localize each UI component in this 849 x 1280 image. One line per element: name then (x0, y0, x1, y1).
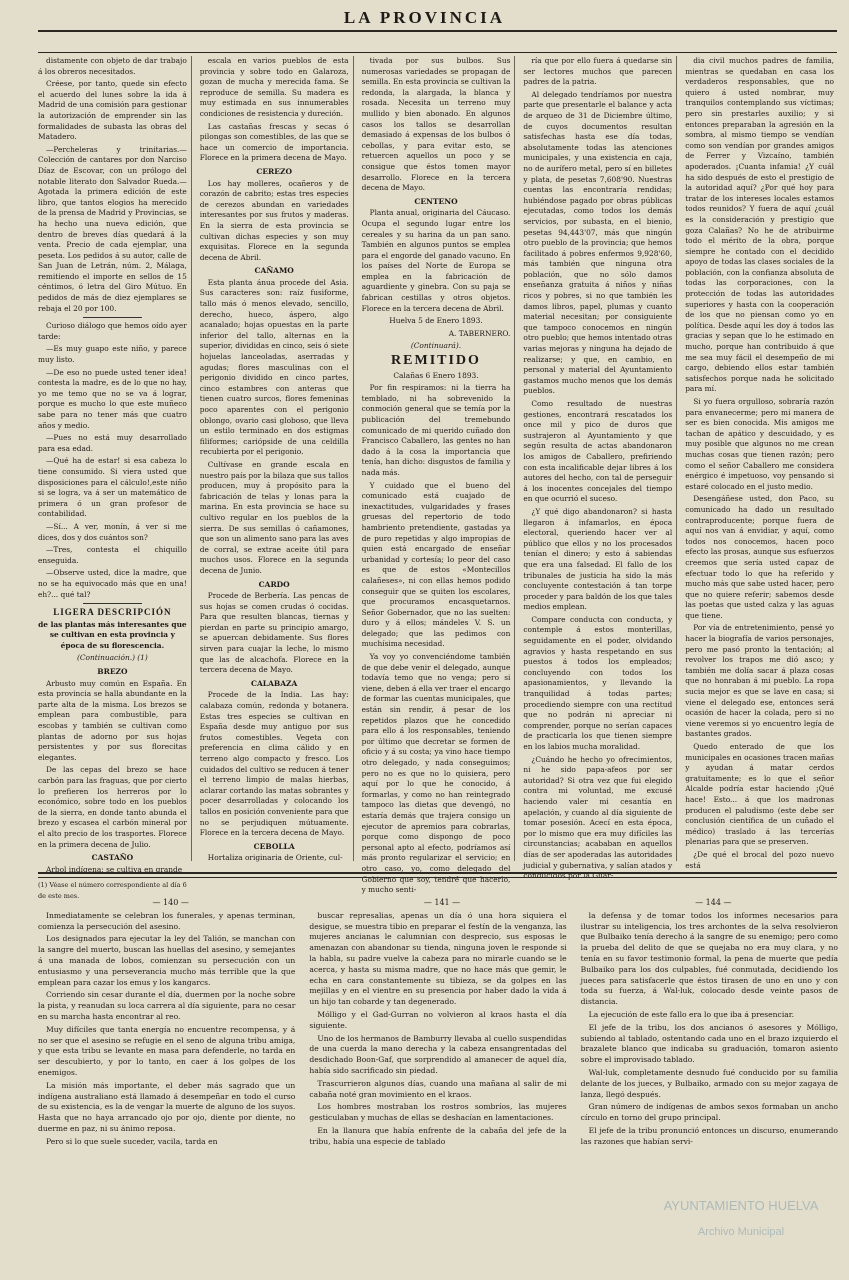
plant-title: CEBOLLA (253, 841, 295, 851)
paragraph: —Percheleras y trinitarias.— Colección de cantares por don Narciso Díaz de Escovar, con un prólogo del notable literato don Salvador Rueda.—Agotada la primera edición de este libro, que tantos elogios ha merecido de la prensa de Madrid y Provincias, se ha hecho una nueva edición, que dentro de breves días quedará á la venta. Precio de cada ejemplar, una peseta. Los pedidos á su autor, calle de San Juan de Letrán, núm. 2, Málaga, remitiendo el importe en sellos de 15 céntimos, ó letra del Giro Mútuo. En pedidos de más de diez ejemplares se rebaja el 20 por 100. (38, 144, 187, 313)
masthead-title: LA PROVINCIA (343, 8, 506, 27)
paragraph: El jefe de la tribu pronunció entonces un discurso, enumerando las razones que habían servi- (580, 1125, 838, 1146)
paragraph: ¿Cuándo he hecho yo ofrecimientos, ni he sido papa-afeos por ser autoridad? Si otra vez que fui elegido contra mi voluntad, me excusé haciendo valer mi cesantía en apelación, y cuando al día siguiente de tomar posesión. Acecí en esta época, por lo mismo que era muy difíciles las circunstancias; acababan en aquellos días de ser apoderadas las autoridades judicial y gubernativa, y salían atados y conducidos por la Guar- (523, 754, 673, 881)
continued-note: (Continuará). (410, 341, 462, 351)
paragraph: Wal-luk, completamente desnudo fué conducido por su familia delante de los jueces, y Bulbaiko, armado con su mejor zagaya de lanza, llegó después. (580, 1067, 838, 1099)
paragraph: Las castañas frescas y secas ó pilongas son comestibles, de las que se hace un comercio de importancia. Florece en la primera decena de Mayo. (199, 121, 349, 163)
paragraph: Corriendo sin cesar durante el día, duermen por la noche sobre la pista, y reanudan su loca carrera al día siguiente, para no cesar en su marcha hasta encontrar al reo. (38, 990, 296, 1021)
paragraph: ¿De qué el brocal del pozo nuevo está (685, 849, 834, 870)
plant-title: CEREZO (256, 166, 293, 176)
paragraph: En la llanura que había enfrente de la cabaña del jefe de la tribu, había una especie de tablado (309, 1125, 567, 1146)
paragraph: escala en varios pueblos de esta provincia y sobre todo en Galaroza, gozan de mucha y merecida fama. Se reproduce de semilla. Su madera es muy estimada en sus innumerables condiciones de resistencia y dureción. (199, 56, 349, 118)
paragraph: Si yo fuera orgulloso, sobraría razón para envanecerme; pero mi manera de ser es bien conocida. Mis amigos me tachan de apático y descuidado, y es muy posible que algunos no me crean muchas cosas que tienen razón; pero como el señor Caballero me considera enérgico é impetuoso, voy pensando si estaré colocado en el justo medio. (685, 397, 834, 491)
paragraph: Como resultado de nuestras gestiones, encontrará rescatados los once mil y pico de duros que sustrajeron al Ayuntamiento y que según resulta de actas abandonaron los amigos de Caballero, prefiriendo con esta incalificable dejar libres á los autores del hecho, con tal de perseguir á los inocentes concejales del tiempo en que ocurrió el suceso. (523, 399, 673, 504)
paragraph: —Sí... A ver, monín, á ver si me dices, dos y dos cuántos son? (38, 521, 187, 542)
masthead-rule (38, 30, 837, 32)
paragraph: Procede de Berbería. Las pencas de sus hojas se comen crudas ó cocidas. Para que resulten blancas, tiernas y pierdan en parte su principio amargo, se apuercan debidamente. Sus flores sirven para cuajar la leche, lo mismo que las de alcachofa. Florece en la tercera decena de Mayo. (199, 591, 349, 675)
page-number: — 141 — (423, 898, 461, 907)
column-4 (523, 56, 677, 881)
column-5 (685, 56, 838, 870)
folletin-rule (38, 872, 837, 874)
header-rule (38, 52, 837, 53)
paragraph: ría que por ello fuera á quedarse sin ser lectores muchos que parecen padres de la patria. (523, 56, 673, 87)
plant-title: CASTAÑO (91, 853, 134, 863)
paragraph: Compare conducta con conducta, y contemple á estos monterillas, seguidamente en el poder, olvidando agravios y hasta respetando en sus puestos á todos los empleados; concluyendo con todos los apasionamientos, y llevando la tranquilidad á todas partes; procediendo siempre con una rectitud que no podrán ni apreciar ni comprender, porque no serían capaces de practicarla los que tienen siempre en los labios mucha moralidad. (523, 614, 673, 751)
paragraph: distamente con objeto de dar trabajo á los obreros necesitados. (38, 56, 187, 76)
paragraph: Uno de los hermanos de Bamburry llevaba al cuello suspendidas de una cuerda la mano derecha y la cabeza ensangrentadas del desdichado Boon-Gaf, que sorprendido al amanecer de aquel día, había sido sacrificado sin piedad. (309, 1033, 567, 1075)
page-number: — 140 — (152, 898, 189, 907)
paragraph: Los designados para ejecutar la ley del Talión, se manchan con la sangre del muerto, buscan las huellas del asesino, y semejantes á una manada de lobos, comienzan su persecución con un entusiasmo y una perseverancia mucho más terrible que la que emplean para cazar los emus y los kangarcs. (38, 934, 296, 987)
paragraph: Curioso diálogo que hemos oído ayer tarde: (38, 321, 187, 341)
paragraph: ¿Y qué digo abandonaron? si hasta llegaron á infamarlos, en época electoral, queriendo hacer ver al público que ellos y no los procesados tenían el dinero; y esto á sabiendas que era una falsedad. El fallo de los tribunales de justicia ha sido la más concluyente contestación á tan torpe proceder y para baldón de los que tales medios emplean. (523, 506, 673, 612)
paragraph: Por fin respiramos: ni la tierra ha temblado, ni ha sobrevenido la conmoción general que se temía por la publicación del tremebundo comunicado de mi querido cuñado don Francisco Caballero, las gentes no han dado á la cosa la importancia que tenía, han dicho: disgustos de familia y nada más. (361, 383, 511, 477)
plant-title: CALABAZA (251, 678, 298, 688)
paragraph: Los hombres mostraban los rostros sombríos, las mujeres gesticulaban y muchas de ellas se deshacían en lamentaciones. (309, 1102, 567, 1123)
folletin-rule-thin (38, 877, 837, 878)
paragraph: dia civil muchos padres de familia, mientras se quedaban en casa los verdaderos responsables, que no quiero á usted nombrar, muy tranquilos contemplando sus víctimas; pero sin prestarles auxilio; y si entonces preparaban la agresión en la sombra, al mismo tiempo se vendían como son vendían por grandes amigos de Ferrer y Vizcaíno, también apoderados. ¡Cuanta infamia! ¿Y cuál ha sido después de esto el prestigio de la autoridad aquí? ¿Por qué hoy para tratar de los intereses locales estamos todos reunidos? Y fuera de aquí ¿cuál es la consideración y prestigio que goza Calañas? No he de atribuirme todo el mérito de la obra, porque siempre he contado con el decidido apoyo de todas las clases sociales de la población, con la confianza absoluta de todas las corporaciones, con la protección de todas las autoridades superiores y hasta con la cooperación de los que no piensan como yo en política. Desde aquí les doy á todos las gracias y sepan que lo he estimado en mucho, porque han contribuido á que me sea muy fácil el desempeño de mi cargo, debiendo ellos estar también satisfechos porque nada he solicitado para mí. (685, 56, 834, 394)
paragraph: buscar represalias, apenas un día ó una hora siquiera el desigue, se muestra tibio en preparar el festín de la venganza, las mujeres ancianas le calumnian con desprecio, sus esposas le amenazan con abandonar su tienda, ninguna joven le responde si la habla, su padre vuelve la cabeza para no mirarle cuando se le acerca, y hasta su misma madre, que no hace más que gemir, le echa en cara constantemente su tibieza, se da golpes en las mejillas y en el vientre en su presencia por haber dado la vida á un hijo tan cobarde y tan degenerado. (309, 910, 567, 1007)
paragraph: Trascurrieron algunos días, cuando una mañana al salir de mi cabaña noté gran movimiento en el kraos. (309, 1078, 567, 1099)
signature: A. TABERNERO. (448, 328, 511, 338)
column-2 (200, 56, 354, 861)
folletin-page-140 (38, 898, 295, 1268)
paragraph: Gran número de indígenas de ambos sexos formaban un ancho círculo en torno del grupo principal. (580, 1102, 838, 1123)
paragraph: tivada por sus bulbos. Sus numerosas variedades se propagan de semilla. En esta provincia se cultivan la redonda, la alargada, la blanca y rosada. Necesita un terreno muy mullido y bien abonado. En algunos casos los tallos se desarrollan demasiado á expensas de los bulbos ó cebollas, y para evitar esto, se retuercen aquellos un poco y se consigue que éstos tomen mayor desarrollo. Florece en la tercera decena de Mayo. (361, 56, 511, 193)
paragraph: Esta planta ánua procede del Asia. Sus caracteres son: raíz fusiforme, tallo más ó menos elevado, sencillo, derecho, hueco, áspero, algo acanalado; hojas opuestas en la parte inferior del tallo, alternas en la superior, divididas en cinco, seis ó siete hojuelas lanceoladas, aserradas y agudas; flores masculinas con el perigonio dividido en cinco partes, cinco estambres con anteras que tienen cuatro surcos, flores femeninas poco aparentes con el perigonio oblongo, ovario casi globoso, que lleva un estilo terminado en dos estigmas filiformes; cariópside de una celdilla recubierta por el perigonio. (199, 277, 349, 457)
paragraph: la defensa y de tomar todos los informes necesarios para ilustrar su inteligencia, los tres archontes de la selva resolvieron que Bulbaiko tenía derecho á la sangre de su enemigo; pero como la prueba del delito de que se quejaba no era muy clara, y no tenía en su favor testimonio formal, la pena de muerte que pedía Bulbaiko para los dos culpables, fué conmutada, decidiendo los jueces para satisfacerle que éstos tirasen de uno en uno y con toda su fuerza, á Wal-luk, colocado desde veinte pasos de distancia. (580, 910, 838, 1007)
paragraph: Mólligo y el Gad-Gurran no volvieron al kraos hasta el día siguiente. (309, 1009, 567, 1030)
dateline: Calañas 6 Enero 1893. (393, 370, 479, 380)
separator (83, 603, 143, 604)
plant-title: CARDO (258, 579, 290, 589)
column-1 (38, 56, 192, 900)
dateline: Huelva 5 de Enero 1893. (389, 316, 483, 326)
continuation-note: (Continuación.) (1) (77, 653, 148, 663)
plant-title: BREZO (97, 667, 128, 677)
paragraph: Por vía de entretenimiento, pensé yo hacer la biografía de varios personajes, pero me pasó pronto la tentación; al revolver los trapos me dió asco; y también me dolía sacar á plaza cosas que no honraban á mi pueblo. La ropa sucia mejor es que se lave en casa; si viene el delegado ese, entonces será ocasión de hacer la colada, pero si no viene veremos si yo encuentro legía de bastantes grados. (685, 623, 834, 739)
plant-title: CAÑAMO (254, 266, 294, 276)
folletin-page-141 (309, 898, 566, 1268)
paragraph: Planta anual, originaria del Cáucaso. Ocupa el segundo lugar entre los cereales y su harina da un pan sano. También en algunos puntos se emplea para el engorde del ganado vacuno. En los países del Norte de Europa se emplea en la fabricación de aguardiente y ginebra. Con su paja se fabrican cestillas y otros objetos. Florece en la tercera decena de Abril. (361, 208, 511, 313)
paragraph: Al delegado tendríamos por nuestra parte que presentarle el balance y acta de arqueo de 31 de Diciembre último, de cuyos documentos resultan satisfechas hasta ese día todas, absolutamente todas las atenciones municipales, y una existencia en caja, no de aurífero metal, pero sí en billetes y plata, de pesetas 7,608'90. Nuestras cuentas las encontraría rendidas; hubiéndose pagado por obras públicas ejecutadas, como todos los demás servicios, por subasta, en el bienio, pesetas 94,443'07, más que ningún otro pueblo de la provincia; que hemos facilitado á pobres enfermos 9,928'60, más también que ninguna otra población, que no sólo damos enseñanza gratuita á niños y niñas ricos y pobres, si no que también les damos libros, papel, plumas y cuanto material necesitan; por consiguiente que tampoco conocemos en ningún otro pueblo; que hemos intentado otras varias mejoras y ninguna ha dejado de realizarse; y que, en cambio, en personal y material del Ayuntamiento gastamos mucho menos que los demás pueblos. (523, 89, 673, 396)
section-subheading: de las plantas más interesantes que se cultivan en esta provincia y época de su florescencia. (38, 619, 187, 650)
paragraph: Pero si lo que suele suceder, vacila, tarda en (46, 1136, 218, 1146)
paragraph: La ejecución de este fallo era lo que iba á presenciar. (588, 1009, 794, 1019)
paragraph: Cultívase en grande escala en nuestro país por la bilaza que sus tallos producen, muy á propósito para la fabricación de telas y lonas para la marina. En esta provincia se hace su cultivo regular en los pueblos de la sierra. De sus semillas ó cañamones, que son un alimento sano para las aves de corral, se extrae aceite útil para muchos usos. Florece en la segunda decena de Junio. (199, 459, 349, 575)
paragraph: Quedo enterado de que los municipales en ocasiones tracen mañas y ayudan á matar cerdos gratuitamente; es lo que el señor Alcalde podría estar haciendo ¡Qué hace! Esto... á que los madronas producen el paludismo (este debe ser conclusión científica de un cuñado el médico) traslado á las tercerías plenarias para que se preserven. (685, 742, 834, 847)
paragraph: —Es muy guapo este niño, y parece muy listo. (38, 344, 187, 365)
paragraph: Arbol indígena; se cultiva en grande (46, 864, 183, 874)
paragraph: —Qué ha de estar! si esa cabeza lo tiene consumido. Si viera usted que disposiciones para el cálculo!,este niño si se logra, va á ser un matemático de primera ó un gran profesor de contabilidad. (38, 456, 187, 519)
paragraph: Muy difíciles que tanta energía no encuentre recompensa, y á no ser que el asesino se refugie en el seno de alguna tribu amiga, y que esta tribu se levante en masa para defenderle, no tarda en ser descubierto, y por lo tanto, en caer á los golpes de los enemigos. (38, 1024, 296, 1077)
paragraph: El jefe de la tribu, los dos ancianos ó asesores y Mólligo, subiendo al tablado, ostentando cada uno en el brazo izquierdo el brazalete blanco que indicaba su graduación, tomaron asiento sobre el improvisado tablado. (580, 1022, 838, 1065)
remitido-heading: REMITIDO (391, 353, 481, 369)
archive-watermark-stamp (651, 1180, 831, 1260)
paragraph: —Tres, contesta el chiquillo enseguida. (38, 545, 187, 565)
paragraph: Ya voy yo convenciéndome también de que debe venir el delegado, aunque todavía temo que no venga; pero si viene, deben á ella ver traer el encargo de formar las cuentas municipales, que están sin rendir, á pesar de los repetidos plazos que he concedido para ello á los responsables, teniendo por último que decretar se formen de oficio y á su costa; ya vino hace tiempo otro delegado, y nada conseguimos; pero no es que no lo quisiera, pero aquí por lo que he conocido, á formarlas, y como no han reintegrado tampoco las dietas que devengó, no estaría demás que trajera consigo un ejecutor de apremios para cobrarlas, porque como dispongo de poco personal apto al efecto, podríamos así más pronto regularizar el servicio; en otro caso, yo, como delegado del Gobierno que soy, tendré que hacerlo, y mucho senti- (361, 652, 511, 895)
paragraph: La misión más importante, el deber más sagrado que un indígena australiano está llamado á desempeñar en todo el curso de su existencia, es la de vengar la muerte de alguno de los suyos. Hasta que no haya arrancado ojo por ojo, diente por diente, no duerme en paz, ni su ánimo reposa. (38, 1080, 296, 1133)
plant-title: CENTENO (414, 196, 458, 206)
paragraph: Hortaliza originaria de Oriente, cul- (207, 853, 343, 863)
paragraph: Arbusto muy común en España. En esta provincia se halla abundante en la parte alta de la misma. Los brezos se emplean para combustible, para escobas y también se cultivan como plantas de adorno por sus hojas persistentes y por sus florecitas elegantes. (38, 678, 187, 762)
paragraph: —Observe usted, dice la madre, que no se ha equivocado más que en una! eh?... qué tal? (38, 568, 187, 599)
main-columns (38, 56, 838, 900)
paragraph: Créese, por tanto, quede sin efecto el acuerdo del lunes sobre la ida á Madrid de una comisión para gestionar la autorización de emprender sin las formalidades de subasta las obras del Matadero. (38, 79, 187, 142)
stamp-label: AYUNTAMIENTO HUELVA (663, 1198, 819, 1213)
paragraph: Y cuidado que el bueno del comunicado está cuajado de inexactitudes, vulgaridades y frases gruesas del repertorio de todo hambriento pretendiente, gastadas ya de puro repetidas y algo impropias de quien está encargado de enseñar urbanidad y cortesía; lo peor del caso es que de estos «Montecillos calañeses», ni con ellas hemos podido conseguir que se quiten los escolares, que procuramos encasquetarnos. Señor Gobernador, que no las suelten: duro y á ellos; mándeles V. S. un delegado; que las pedimos con muchísima necesidad. (361, 480, 511, 649)
separator (83, 317, 143, 318)
paragraph: —Pues no está muy desarrollado para esa edad. (38, 433, 187, 453)
paragraph: Desengáñese usted, don Paco, su comunicado ha dado un resultado contraproducente; porque fuera de aquí nos van á envidiar, y aquí, como todos nos conocemos, hacen poco efecto las prosas, aunque sus esfuerzos creemos que sería usted capaz de efectuar todo lo que ha referido y mucho más que sabe usted hacer, pero que no quiere referir; sabemos desde las poetas que usted calza y las aguas que tiene. (685, 494, 834, 620)
paragraph: De las cepas del brezo se hace carbón para las fraguas, que por cierto lo prefieren los herreros por lo económico, sobre todo en los pueblos de la sierra, en donde tanto abunda el brezo y escasea el carbón mineral por el alto precio de los trasportes. Florece en la primera decena de Julio. (38, 765, 187, 849)
column-3 (361, 56, 516, 895)
paragraph: Procede de la India. Las hay: calabaza común, redonda y botanera. Estas tres especies se cultivan en España desde muy antiguo por sus frutos comestibles. Vegeta con preferencia en clima cálido y en terreno algo compacto y fresco. Los cuidados del cultivo se reducen á tener el terreno limpio de malas hierbas, aclarar cortando las matas sobrantes y pocer desarrolladas y colocando los tallos en posición conveniente para que no se perjudiquen mútuamente. Florece en la tercera decena de Mayo. (199, 690, 349, 838)
page-number: — 144 — (695, 898, 732, 907)
stamp-line2: Archivo Municipal (697, 1226, 785, 1238)
paragraph: Inmediatamente se celebran los funerales, y apenas terminan, comienza la persecución del asesino. (38, 910, 296, 931)
section-heading: LIGERA DESCRIPCIÓN (53, 607, 172, 618)
paragraph: —De eso no puede usted tener idea! contesta la madre, es de lo que no hay, yo me temo que no se va á lograr, porque es mucho lo que este muñeco sabe para no tener más que cuatro años y medio. (38, 367, 187, 430)
footnote: (1) Véase el número correspondiente al día 6 de este mes. (38, 877, 187, 901)
paragraph: Los hay molleres, ocañeros y de corazón de cabrito; estas tres especies de cerezos abundan en variedades interesantes por sus frutos y maderas. En la sierra de esta provincia se cultivan dichas especies y son muy exquisitas. Florece en la segunda decena de Abril. (199, 178, 349, 262)
